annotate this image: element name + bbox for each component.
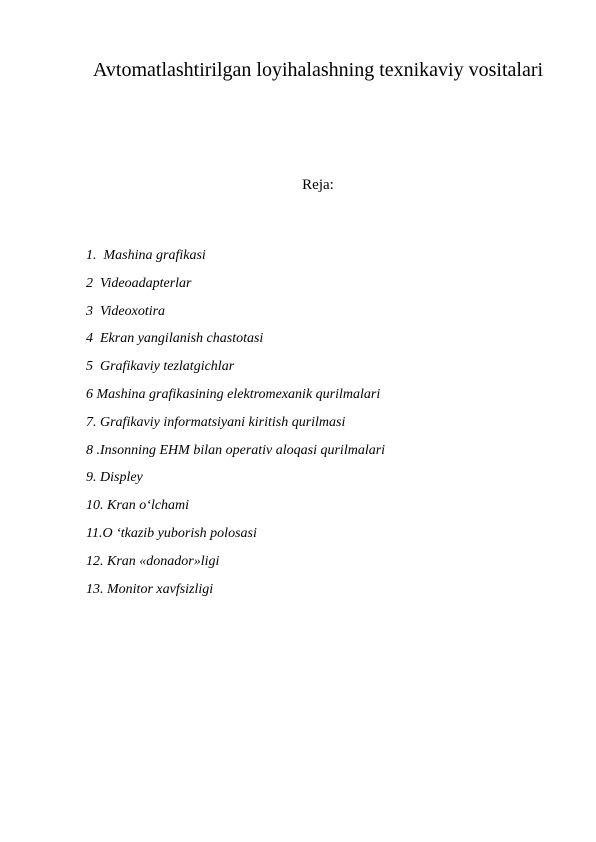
plan-item: 5 Grafikaviy tezlatgichlar (86, 359, 235, 375)
document-title: Avtomatlashtirilgan loyihalashning texnikaviy vositalari (92, 59, 544, 81)
plan-item: 7. Grafikaviy informatsiyani kiritish qurilmasi (86, 414, 346, 430)
plan-item: 10. Kran o‘lchami (86, 498, 190, 514)
plan-item: 13. Monitor xavfsizligi (86, 581, 214, 597)
plan-item: 3 Videoxotira (86, 303, 166, 319)
plan-item: 2 Videoadapterlar (86, 275, 192, 291)
plan-item: 6 Mashina grafikasining elektromexanik qurilmalari (86, 386, 381, 402)
plan-item: 9. Displey (86, 470, 143, 486)
plan-list (86, 246, 385, 607)
plan-item: 11.O ‘tkazib yuborish polosasi (86, 525, 257, 541)
plan-item: 4 Ekran yangilanish chastotasi (86, 331, 264, 347)
plan-item: 12. Kran «donador»ligi (86, 553, 220, 569)
plan-item: 1. Mashina grafikasi (86, 248, 206, 263)
plan-heading: Reja: (302, 177, 334, 193)
plan-item: 8 .Insonning EHM bilan operativ aloqasi qurilmalari (86, 442, 386, 458)
